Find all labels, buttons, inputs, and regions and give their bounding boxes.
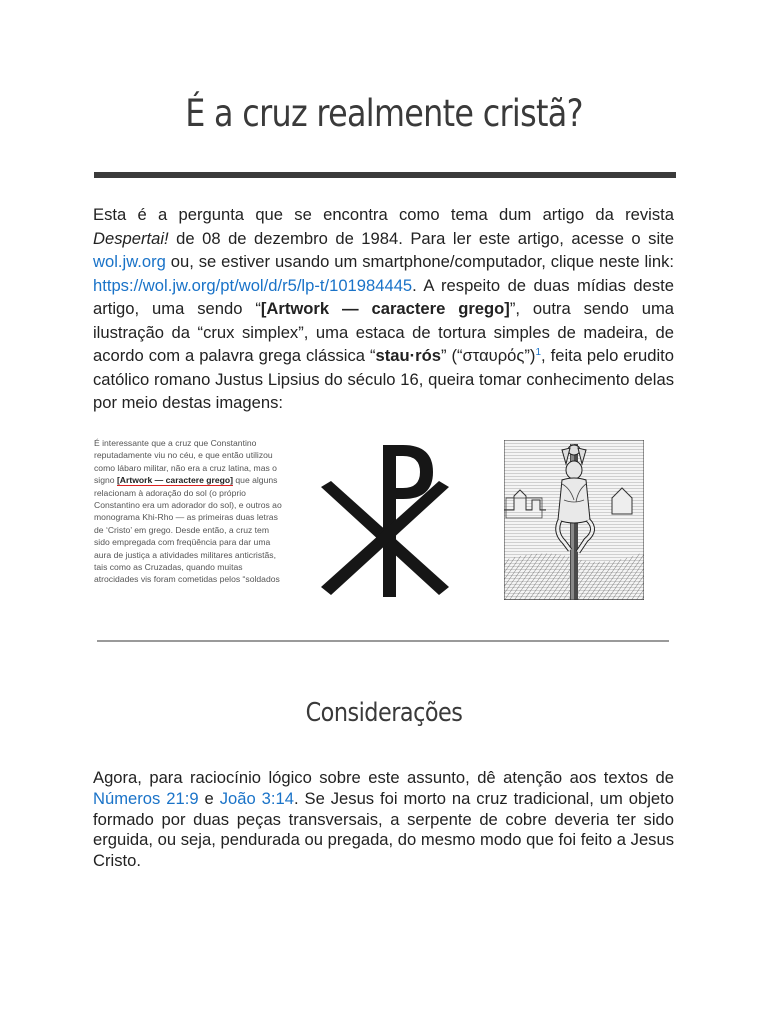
intro-text: ”, outra sendo uma ilustração da “crux simplex”, uma estaca de tortura simples de madeira, de acordo com a palavra grega clássica “ bbox=[93, 299, 674, 365]
intro-text: ” (“σταυρός”) bbox=[440, 346, 536, 365]
scripture-link-numeros[interactable]: Números 21:9 bbox=[93, 788, 199, 808]
considerations-text: . Se Jesus foi morto na cruz tradicional, um objeto formado por duas peças transversais, a serpente de cobre deveria ter sido erguida, ou seja, pendurada ou pregada, do mesmo modo que foi feito a Jesus Cristo. bbox=[93, 788, 674, 871]
intro-text: , feita pelo erudito católico romano Justus Lipsius do século 16, queira tomar conhecimento delas por meio destas imagens: bbox=[93, 346, 675, 412]
section-title: Considerações bbox=[305, 698, 463, 728]
considerations-text: Agora, para raciocínio lógico sobre este assunto, dê atenção aos textos de bbox=[93, 768, 674, 787]
footnote-ref[interactable]: 1 bbox=[535, 347, 542, 358]
section-divider bbox=[97, 640, 669, 642]
excerpt-highlight: [Artwork — caractere grego] bbox=[116, 475, 233, 486]
crux-simplex-engraving-icon bbox=[504, 440, 644, 600]
intro-text: ou, se estiver usando um smartphone/computador, clique neste link: bbox=[165, 252, 674, 271]
excerpt-text: É interessante que a cruz que Constantino reputadamente viu no céu, e que então utilizou como lábaro militar, não era a cruz latina, mas o signo bbox=[94, 438, 277, 486]
greek-term: stau·rós bbox=[375, 346, 441, 365]
page-title: É a cruz realmente cristã? bbox=[185, 92, 583, 135]
magazine-name: Despertai! bbox=[93, 228, 169, 248]
excerpt-text: que alguns relacionam à adoração do sol (o próprio Constantino era um adorador do sol), e outros ao monograma Khi-Rho — as primeiras duas letras de ‘Cristo’ em grego. Desde então, a cruz tem sido empregada com freqüência para dar uma aura de justiça a atividades militares anticristãs, tais como as Cruzadas, quando muitas atrocidades vis foram cometidas pelos “soldados bbox=[94, 475, 282, 585]
intro-text: . A respeito de duas mídias deste artigo, uma sendo “ bbox=[93, 275, 674, 318]
site-link[interactable]: wol.jw.org bbox=[93, 252, 166, 271]
intro-paragraph bbox=[93, 203, 674, 415]
considerations-paragraph bbox=[93, 768, 674, 872]
article-url-link[interactable]: https://wol.jw.org/pt/wol/d/r5/lp-t/101984445 bbox=[93, 275, 413, 295]
scripture-link-joao[interactable]: João 3:14 bbox=[219, 788, 294, 808]
intro-text: de 08 de dezembro de 1984. Para ler este artigo, acesse o site bbox=[168, 228, 674, 248]
media-name: [Artwork — caractere grego] bbox=[260, 299, 510, 318]
figure-strip bbox=[94, 437, 674, 602]
title-divider bbox=[94, 172, 676, 178]
intro-text: Esta é a pergunta que se encontra como tema dum artigo da revista bbox=[93, 205, 674, 224]
chi-rho-icon bbox=[299, 439, 469, 599]
article-excerpt-image bbox=[94, 437, 286, 602]
considerations-text: e bbox=[198, 788, 220, 808]
